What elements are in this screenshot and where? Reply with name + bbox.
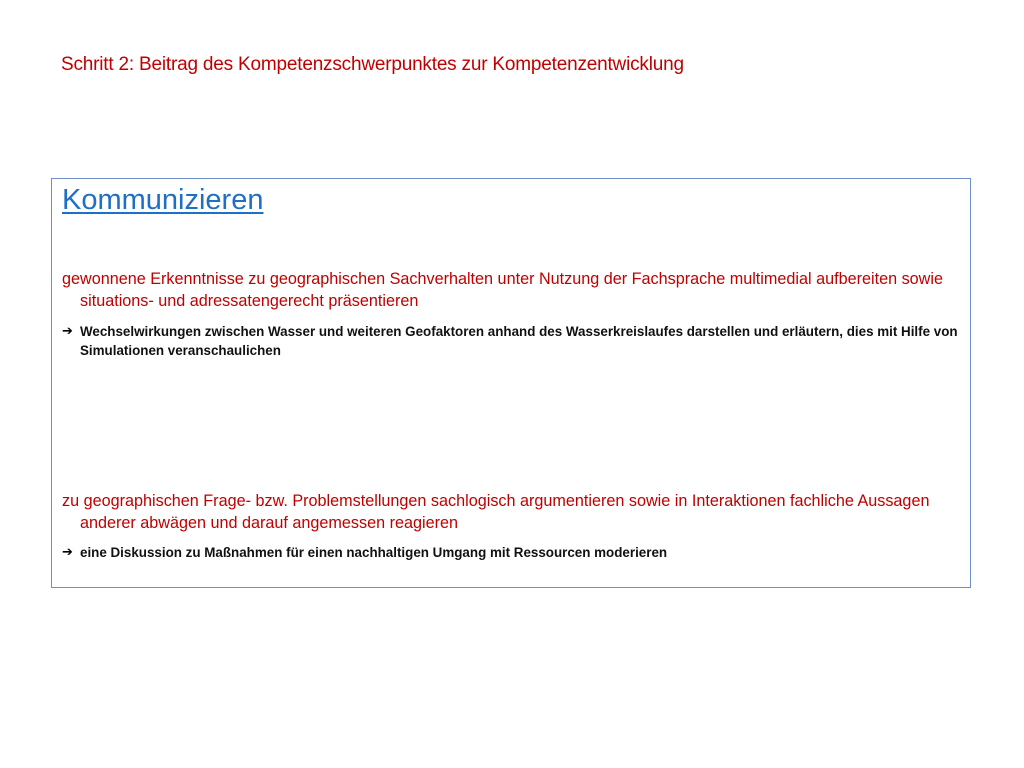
- competence-text-1: gewonnene Erkenntnisse zu geographischen Sachverhalten unter Nutzung der Fachsprache multimedial aufbereiten sowie situations- und adressatengerecht präsentieren: [62, 270, 943, 310]
- slide-title: Schritt 2: Beitrag des Kompetenzschwerpunktes zur Kompetenzentwicklung: [61, 54, 684, 75]
- detail-item-2: [62, 543, 962, 562]
- competence-box: [51, 178, 971, 588]
- right-arrow-icon: ➔: [62, 324, 73, 339]
- right-arrow-icon: ➔: [62, 545, 73, 560]
- box-heading-link[interactable]: Kommunizieren: [62, 184, 264, 216]
- competence-text-2: zu geographischen Frage- bzw. Problemstellungen sachlogisch argumentieren sowie in Interaktionen fachliche Aussagen anderer abwägen und darauf angemessen reagieren: [62, 492, 930, 532]
- detail-text-1: Wechselwirkungen zwischen Wasser und weiteren Geofaktoren anhand des Wasserkreislaufes darstellen und erläutern, dies mit Hilfe von Simulationen veranschaulichen: [80, 324, 958, 358]
- detail-text-2: eine Diskussion zu Maßnahmen für einen nachhaltigen Umgang mit Ressourcen moderieren: [80, 545, 668, 560]
- detail-item-1: [62, 322, 962, 360]
